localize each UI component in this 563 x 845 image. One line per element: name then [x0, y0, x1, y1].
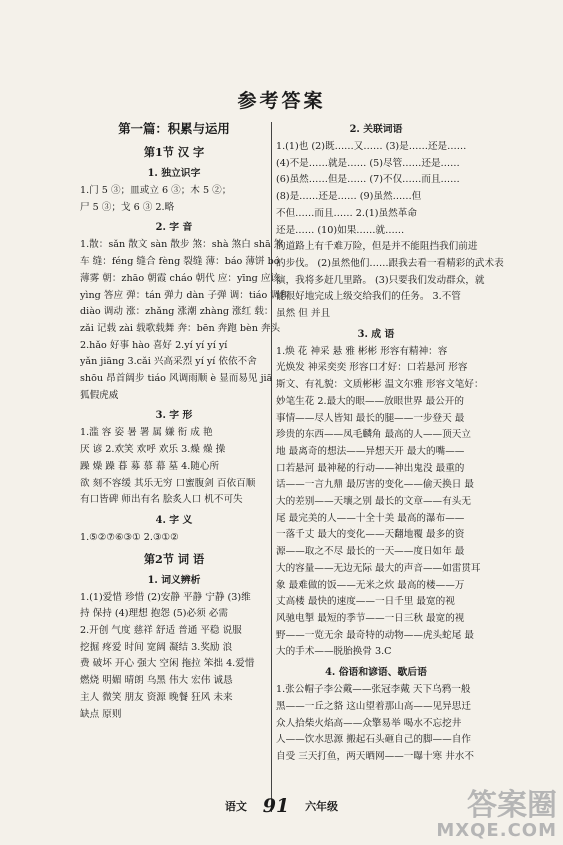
- answer-line: 薄雾 朝：zhāo 朝霞 cháo 朝代 应：yīng 应该: [80, 272, 281, 284]
- subsection-title: 3. 字 形: [155, 410, 193, 422]
- answer-line: 的步伐。 (2)虽然他们……跟我去看一看精彩的武术表: [276, 257, 504, 269]
- answer-line: 缺点 原则: [80, 708, 122, 720]
- answer-line: yìng 答应 弹：tán 弹力 dàn 子弹 调：tiáo 调和: [80, 289, 290, 301]
- answer-line: 不但……而且…… 2.(1)虽然革命: [276, 207, 417, 219]
- answer-line: 象 最难做的饭——无米之炊 最高的楼——万: [276, 579, 465, 591]
- answer-line: 1.滥 容 姿 暑 署 属 嫌 衔 成 艳: [80, 427, 213, 439]
- answer-line: 地 最离奇的想法——异想天开 最大的嘴——: [276, 445, 465, 457]
- answer-line: 2.hǎo 好事 hào 喜好 2.yí yí yí yí: [80, 339, 228, 351]
- answer-line: 燃烧 明媚 晴朗 乌黑 伟大 宏伟 诚恳: [80, 675, 233, 687]
- answer-line: 野——一览无余 最奇特的动物——虎头蛇尾 最: [276, 629, 474, 641]
- answer-line: 黑——一丘之貉 这山望着那山高——见异思迁: [276, 700, 471, 712]
- answer-line: 1.散：sǎn 散文 sàn 散步 煞：shà 煞白 shā 煞: [80, 239, 284, 251]
- answer-line: 风驰电掣 最短的季节——一日三秋 最宽的视: [276, 612, 465, 624]
- page-number: 91: [262, 795, 290, 817]
- subject-label: 语文: [224, 800, 247, 813]
- answer-line: 尾 最完美的人——十全十美 最高的瀑布——: [276, 512, 465, 524]
- answer-line: 能很好地完成上级交给我们的任务。 3.不管: [276, 291, 461, 303]
- answer-line: 的道路上有千难万险，但是并不能阻挡我们前进: [276, 241, 478, 253]
- answer-line: 1.(1)爱惜 珍惜 (2)安静 平静 宁静 (3)维: [80, 591, 251, 603]
- watermark-logo-text: 答案圈: [467, 788, 557, 823]
- answer-line: 欲 刻不容缓 其乐无穷 口蜜腹剑 百依百顺: [80, 477, 256, 489]
- column-divider: [271, 122, 272, 812]
- answer-line: 厌 谚 2.欢笑 欢呼 欢乐 3.燥 燥 操: [80, 444, 226, 456]
- subsection-title: 1. 词义辨析: [147, 574, 201, 586]
- answer-line: 1.门 5 ③；皿或立 6 ③；木 5 ②；: [80, 185, 232, 196]
- answer-line: 演，我将多赶几里路。 (3)只要我们发动群众，就: [276, 274, 485, 286]
- answer-line: 大的容量——无边无际 最大的声音——如雷贯耳: [276, 562, 481, 574]
- answer-line: 人——饮水思源 搬起石头砸自己的脚——自作: [276, 734, 471, 746]
- subsection-title: 3. 成 语: [357, 328, 395, 340]
- answer-line: 自受 三天打鱼，两天晒网——一曝十寒 井水不: [276, 750, 474, 762]
- answer-line: 大的差别——天壤之别 最长的文章——有头无: [276, 496, 471, 508]
- answer-line: diào 调动 涨：zhǎng 涨潮 zhàng 涨红 载：: [80, 306, 274, 318]
- right-column: [276, 118, 504, 766]
- answer-line: 话——一言九鼎 最厉害的变化——偷天换日 最: [276, 479, 474, 491]
- answer-line: 珍贵的东西——凤毛麟角 最高的人——顶天立: [276, 429, 471, 441]
- answer-line: 妙笔生花 2.最大的眼——放眼世界 最公开的: [276, 395, 464, 407]
- answer-line: 源——取之不尽 最长的一天——度日如年 最: [276, 546, 465, 558]
- subsection-title: 4. 字 义: [155, 514, 193, 526]
- watermark: [436, 788, 557, 841]
- answer-line: 众人拾柴火焰高——众擎易举 喝水不忘挖井: [276, 717, 462, 729]
- grade-label: 六年级: [305, 800, 339, 813]
- answer-line: 1.张公帽子李公戴——张冠李戴 天下乌鸦一般: [276, 684, 471, 696]
- answer-line: 尸 5 ③；戈 6 ③ 2.略: [80, 201, 175, 213]
- answer-line: 1.(1)也 (2)既……又…… (3)是……还是……: [276, 141, 467, 152]
- answer-line: shōu 昂首阔步 tiáo 风调雨顺 è 显而易见 jiā: [80, 373, 273, 385]
- answer-line: 还是…… (10)如果……就……: [276, 224, 405, 236]
- answer-line: 费 破坏 开心 强大 空闲 拖拉 笨拙 4.爱惜: [80, 658, 255, 670]
- page-title: 参考答案: [237, 90, 326, 112]
- answer-line: 口若悬河 最神秘的行动——神出鬼没 最重的: [276, 462, 465, 474]
- subsection-title: 2. 字 音: [155, 222, 193, 234]
- answer-line: (6)虽然……但是…… (7)不仅……而且……: [276, 174, 460, 186]
- answer-line: 挖掘 疼爱 时间 宽阔 凝结 3.奖励 浪: [80, 641, 233, 653]
- subsection-title: 1. 独立识字: [147, 168, 201, 179]
- answer-line: 大的手术——脱胎换骨 3.C: [276, 646, 392, 658]
- answer-line: 有口皆碑 师出有名 脍炙人口 机不可失: [80, 494, 243, 506]
- part-title: 第一篇：积累与运用: [118, 121, 230, 136]
- answer-line: 光焕发 神采奕奕 形容口才好：口若悬河 形容: [276, 362, 468, 374]
- answer-line: zǎi 记载 zài 载歌载舞 奔：bēn 奔跑 bèn 奔头: [80, 322, 281, 334]
- answer-line: 持 保持 (4)理想 抱怨 (5)必须 必需: [80, 608, 228, 620]
- watermark-url: MXQE.COM: [436, 820, 557, 841]
- answer-line: 1.焕 花 神采 悬 雅 彬彬 形容有精神：容: [276, 345, 448, 357]
- answer-line: 1.⑤②⑦⑥③① 2.③①②: [80, 531, 179, 543]
- answer-line: (8)是……还是…… (9)虽然……但: [276, 191, 422, 203]
- section-title: 第2节 词 语: [143, 551, 205, 566]
- left-column: [80, 118, 290, 723]
- answer-line: 车 缝：féng 缝合 fèng 裂缝 薄：báo 薄饼 bó: [80, 256, 280, 268]
- answer-line: 狐假虎威: [80, 389, 119, 401]
- answer-line: 躁 燥 躁 暮 募 慕 幕 墓 4.随心所: [80, 460, 220, 472]
- answer-line: (4)不是……就是…… (5)尽管……还是……: [276, 157, 460, 169]
- answer-line: 丈高楼 最快的速度——一日千里 最宽的视: [276, 596, 455, 608]
- subsection-title: 2. 关联词语: [349, 124, 403, 135]
- answer-line: yǎn jiāng 3.cǎi 兴高采烈 yí yí 依依不舍: [80, 356, 257, 368]
- subsection-title: 4. 俗语和谚语、歇后语: [325, 667, 427, 679]
- answer-line: 主人 微笑 朋友 资源 晚餐 狂风 未来: [80, 691, 233, 703]
- section-title: 第1节 汉 字: [143, 145, 205, 159]
- answer-line: 虽然 但 并且: [276, 308, 331, 320]
- answer-line: 斯文、有礼貌：文质彬彬 温文尔雅 形容文笔好：: [276, 379, 484, 391]
- answer-line: 2.开创 气度 慈祥 舒适 普通 平稳 说服: [80, 625, 242, 637]
- answer-line: 事情——尽人皆知 最长的腿——一步登天 最: [276, 412, 465, 424]
- answer-line: 一落千丈 最大的变化——天翻地覆 最多的资: [276, 529, 465, 541]
